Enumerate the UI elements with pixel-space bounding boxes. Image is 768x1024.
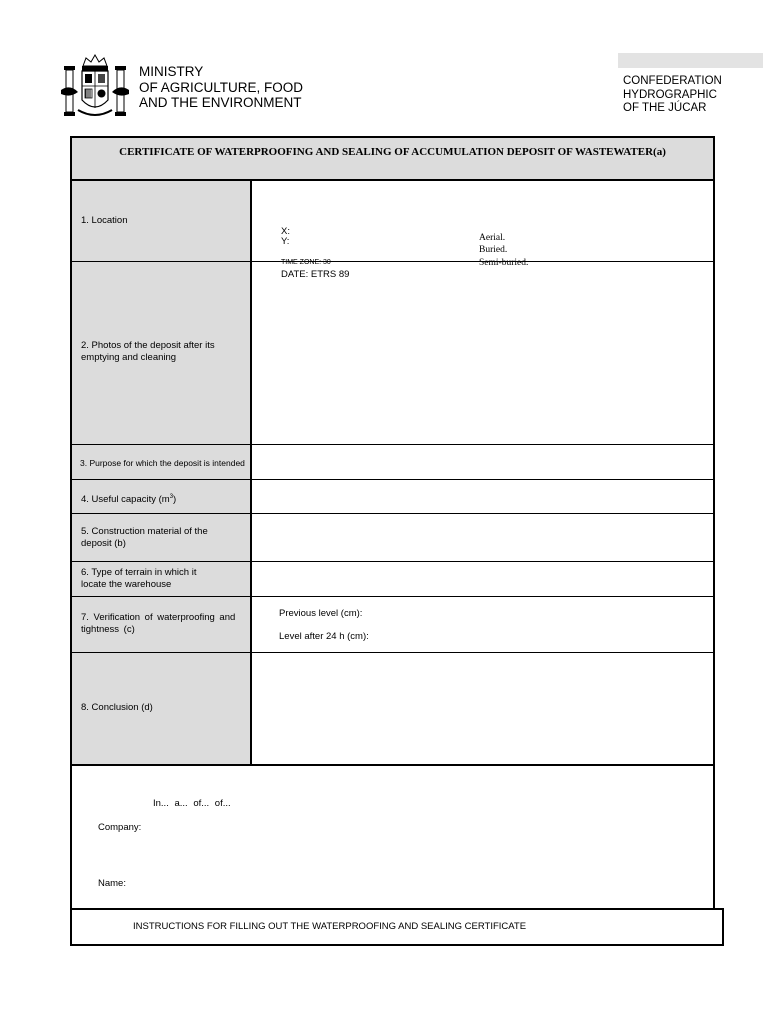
form-label-column — [72, 181, 252, 764]
ministry-line-3: AND THE ENVIRONMENT — [139, 95, 302, 110]
option-aerial[interactable]: Aerial. — [479, 233, 506, 243]
row-label-purpose: 3. Purpose for which the deposit is intended — [80, 458, 245, 468]
location-y-field[interactable]: Y: — [281, 236, 290, 247]
confederation-name — [623, 75, 722, 116]
header-grey-box — [618, 53, 763, 68]
row-divider — [72, 261, 713, 262]
option-semi-buried[interactable]: Semi-buried. — [479, 258, 529, 268]
level-after-field[interactable]: Level after 24 h (cm): — [279, 631, 369, 642]
previous-level-field[interactable]: Previous level (cm): — [279, 608, 363, 619]
option-buried[interactable]: Buried. — [479, 245, 508, 255]
capacity-superscript: 3 — [169, 494, 174, 500]
location-x-field[interactable]: X: — [281, 226, 290, 237]
company-field[interactable]: Company: — [98, 822, 142, 833]
row-divider — [72, 596, 713, 597]
time-zone-text: TIME ZONE: 30 — [281, 259, 331, 266]
confederation-line-1: CONFEDERATION — [623, 75, 722, 87]
instructions-title: INSTRUCTIONS FOR FILLING OUT THE WATERPROOFING AND SEALING CERTIFICATE — [133, 921, 527, 932]
form-title: CERTIFICATE OF WATERPROOFING AND SEALING OF ACCUMULATION DEPOSIT OF WASTEWATER(a) — [119, 146, 666, 158]
row-divider — [72, 444, 713, 445]
row-divider — [72, 513, 713, 514]
row-divider — [72, 652, 713, 653]
signature-area — [70, 764, 715, 910]
row-label-conclusion: 8. Conclusion (d) — [81, 702, 153, 713]
row-divider — [72, 479, 713, 480]
capacity-label-end: ) — [173, 494, 177, 506]
capacity-label-text: 4. Useful capacity (m — [81, 494, 170, 506]
form-title-band — [72, 138, 713, 181]
name-field[interactable]: Name: — [98, 878, 126, 889]
ministry-line-1: MINISTRY — [139, 64, 204, 79]
ministry-name — [139, 64, 303, 111]
row-divider — [72, 561, 713, 562]
row-label-photos: 2. Photos of the deposit after its emptying and cleaning — [81, 340, 215, 363]
row-label-terrain: 6. Type of terrain in which it locate the warehouse — [81, 567, 197, 590]
ministry-line-2: OF AGRICULTURE, FOOD — [139, 79, 304, 95]
row-label-material: 5. Construction material of the deposit (b) — [81, 526, 208, 549]
confederation-line-3: OF THE JÚCAR — [623, 102, 707, 114]
row-label-capacity — [81, 491, 246, 506]
row-label-location: 1. Location — [81, 215, 128, 226]
confederation-line-2: HYDROGRAPHIC — [623, 88, 717, 101]
date-datum-text: DATE: ETRS 89 — [281, 269, 350, 280]
place-date-field[interactable]: In... a... of... of... — [153, 798, 231, 809]
coat-of-arms-icon — [58, 52, 132, 124]
row-label-verification: 7. Verification of waterproofing and tightness (c) — [81, 612, 236, 635]
